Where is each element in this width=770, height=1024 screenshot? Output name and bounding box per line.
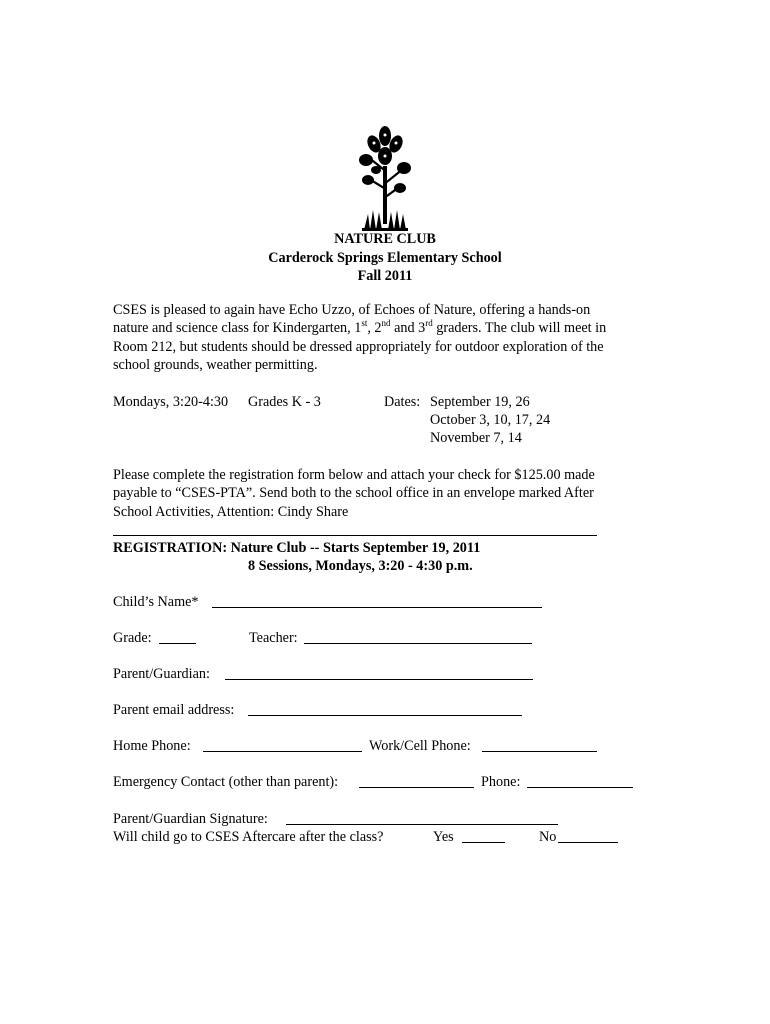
intro-paragraph xyxy=(113,301,653,374)
term: Fall 2011 xyxy=(357,268,413,284)
intro-line-2: nature and science class for Kindergarten, 1st, 2nd and 3rd graders. The club will meet in xyxy=(113,317,607,337)
parent-field[interactable] xyxy=(225,667,533,680)
work-phone-label: Work/Cell Phone: xyxy=(369,738,471,754)
school-name: Carderock Springs Elementary School xyxy=(268,250,502,266)
child-name-label: Child’s Name* xyxy=(113,594,199,610)
instructions-line-1: Please complete the registration form below and attach your check for $125.00 made xyxy=(113,467,595,483)
intro-line-3: Room 212, but students should be dressed appropriately for outdoor exploration of the xyxy=(113,338,604,355)
aftercare-yes-label: Yes xyxy=(433,829,454,845)
intro-line-1: CSES is pleased to again have Echo Uzzo, of Echoes of Nature, offering a hands-on xyxy=(113,302,591,318)
phone-field[interactable] xyxy=(527,775,633,788)
signature-label: Parent/Guardian Signature: xyxy=(113,811,268,827)
phone-label: Phone: xyxy=(481,774,521,790)
aftercare-yes-field[interactable] xyxy=(462,830,505,843)
aftercare-label: Will child go to CSES Aftercare after the class? xyxy=(113,829,384,845)
instructions-paragraph xyxy=(113,466,653,521)
dates-label: Dates: xyxy=(384,394,421,410)
grade-label: Grade: xyxy=(113,630,152,646)
divider xyxy=(113,535,597,536)
dates-line: October 3, 10, 17, 24 xyxy=(430,412,551,428)
dates-line: November 7, 14 xyxy=(430,430,522,446)
instructions-line-3: School Activities, Attention: Cindy Share xyxy=(113,503,349,520)
schedule-time: Mondays, 3:20-4:30 xyxy=(113,394,229,410)
home-phone-label: Home Phone: xyxy=(113,738,191,754)
instructions-line-2: payable to “CSES-PTA”. Send both to the school office in an envelope marked After xyxy=(113,485,594,502)
intro-line-4: school grounds, weather permitting. xyxy=(113,356,318,373)
tree-icon xyxy=(356,126,414,232)
signature-field[interactable] xyxy=(286,812,558,825)
email-field[interactable] xyxy=(248,703,522,716)
teacher-field[interactable] xyxy=(304,631,532,644)
grade-field[interactable] xyxy=(159,631,196,644)
dates-line: September 19, 26 xyxy=(430,394,530,410)
teacher-label: Teacher: xyxy=(249,630,298,646)
aftercare-no-label: No xyxy=(539,829,557,845)
emergency-label: Emergency Contact (other than parent): xyxy=(113,774,339,790)
emergency-field[interactable] xyxy=(359,775,474,788)
email-label: Parent email address: xyxy=(113,702,235,718)
page-title: NATURE CLUB xyxy=(334,231,436,247)
child-name-field[interactable] xyxy=(212,595,542,608)
work-phone-field[interactable] xyxy=(482,739,597,752)
home-phone-field[interactable] xyxy=(203,739,362,752)
parent-label: Parent/Guardian: xyxy=(113,666,210,682)
registration-sessions: 8 Sessions, Mondays, 3:20 - 4:30 p.m. xyxy=(248,558,473,574)
schedule-grades: Grades K - 3 xyxy=(248,394,321,410)
registration-heading: REGISTRATION: Nature Club -- Starts September 19, 2011 xyxy=(113,540,481,556)
aftercare-no-field[interactable] xyxy=(558,830,618,843)
